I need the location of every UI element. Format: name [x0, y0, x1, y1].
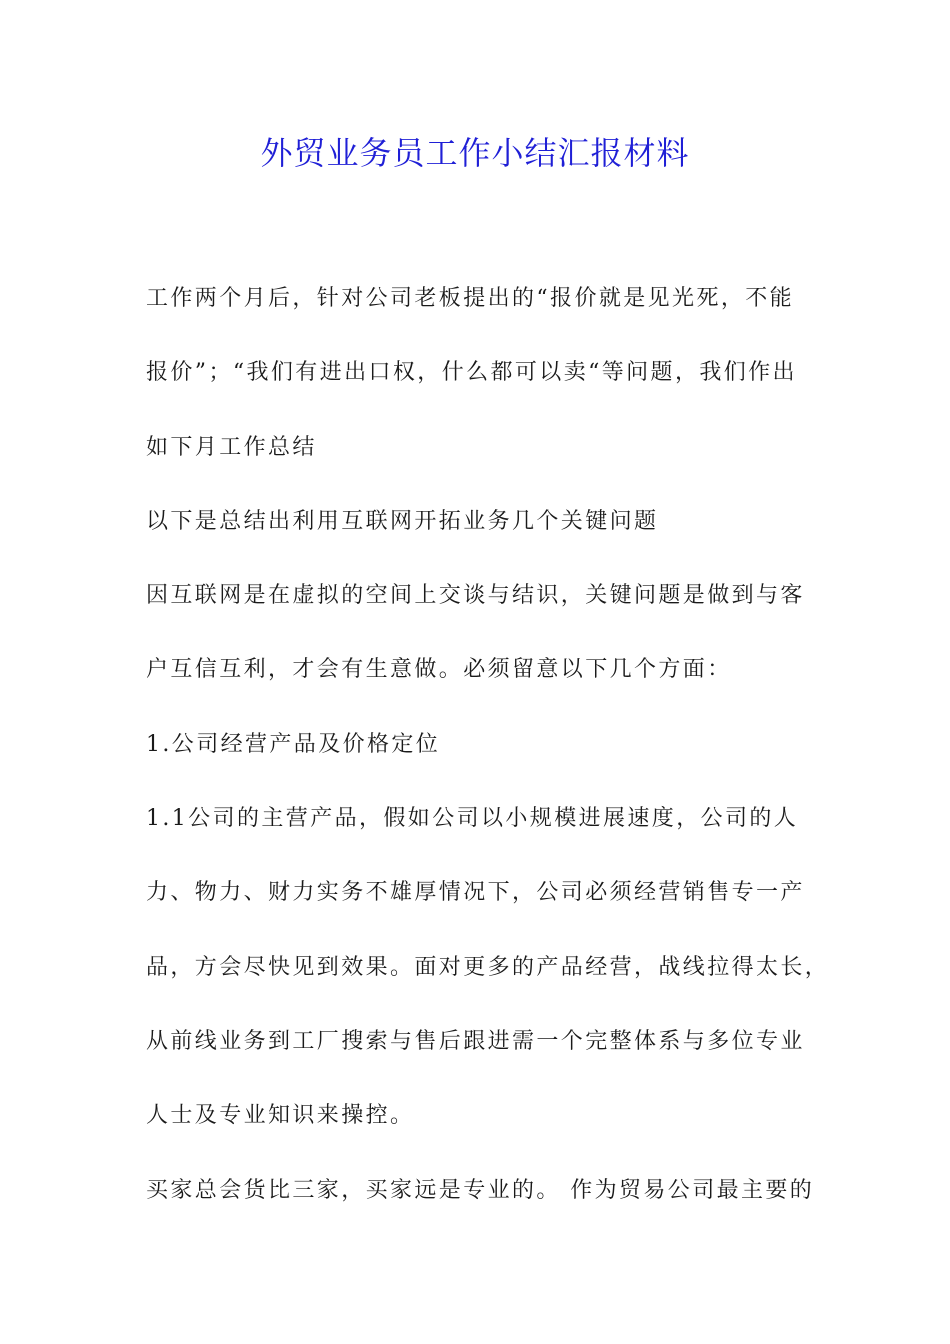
- paragraph-intro: [146, 262, 810, 485]
- text-line: 因互联网是在虚拟的空间上交谈与结识，关键问题是做到与客: [146, 583, 805, 609]
- text-line: 1.1公司的主营产品，假如公司以小规模进展速度，公司的人: [146, 806, 799, 832]
- text-line: 品，方会尽快见到效果。面对更多的产品经营，战线拉得太长，: [146, 954, 830, 980]
- text-line: 以下是总结出利用互联网开拓业务几个关键问题: [146, 508, 659, 534]
- text-line: 报价”；“我们有进出口权，什么都可以卖“等问题，我们作出: [146, 360, 797, 386]
- text-line: 如下月工作总结: [146, 434, 317, 460]
- text-line: 买家总会货比三家，买家远是专业的。 作为贸易公司最主要的: [146, 1177, 815, 1203]
- paragraph-key-issues: [146, 485, 810, 559]
- text-line: 从前线业务到工厂搜索与售后跟进需一个完整体系与多位专业: [146, 1028, 805, 1054]
- paragraph-1-1: [146, 782, 830, 1153]
- paragraph-internet: [146, 559, 810, 708]
- document-title: 外贸业务员工作小结汇报材料: [260, 134, 690, 172]
- text-line: 人士及专业知识来操控。: [146, 1103, 415, 1129]
- text-line: 工作两个月后，针对公司老板提出的“报价就是见光死，不能: [146, 286, 795, 311]
- text-line: 力、物力、财力实务不雄厚情况下，公司必须经营销售专一产: [146, 880, 805, 906]
- document-body: [146, 262, 830, 1228]
- text-line: 户互信互利，才会有生意做。必须留意以下几个方面：: [146, 657, 732, 683]
- text-line: 1.公司经营产品及价格定位: [146, 731, 441, 757]
- section-heading-1: [146, 708, 810, 782]
- paragraph-buyers: [146, 1154, 815, 1228]
